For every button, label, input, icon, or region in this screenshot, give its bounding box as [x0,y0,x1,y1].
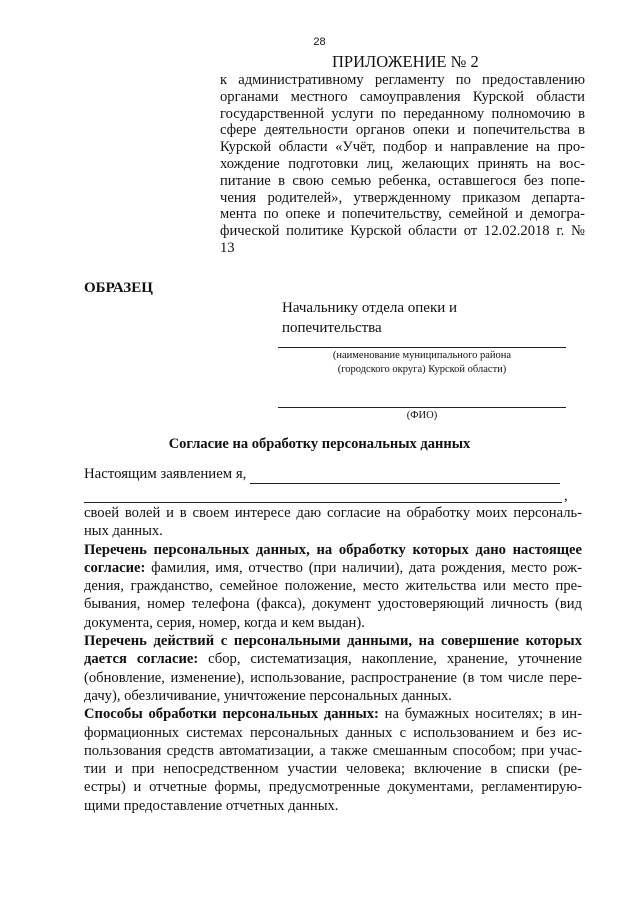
sample-label: ОБРАЗЕЦ [84,280,153,296]
municipality-caption-line-2: (городского округа) Курской области) [337,364,507,375]
appendix-line: фической политике Курской области от 12.02.2018 г. № [220,223,585,240]
section-heading: Перечень персональных данных, на обработку которых дано настоящее [84,541,582,558]
appendix-title: ПРИЛОЖЕНИЕ № 2 [332,52,479,71]
appendix-line: Курской области «Учёт, подбор и направление на про- [220,139,585,156]
consent-body [84,504,582,815]
body-line: (обновление, изменение), использование, распространение (в том числе пере- [84,669,582,686]
appendix-line: органами местного самоуправления Курской области [220,88,585,105]
section-heading: дается согласие: [84,651,199,668]
body-text: на бумажных носителях; в ин- [378,706,582,723]
body-line: дения, гражданство, семейное положение, место жительства или место пре- [84,578,582,595]
body-line: тии и при непосредственном участии человека; включение в списки (ре- [84,761,582,778]
body-line: дачу), обезличивание, уничтожение персональных данных. [84,687,452,704]
recipient-line-1: Начальнику отдела опеки и [282,300,458,316]
municipality-caption-line-1: (наименование муниципального района [332,350,512,361]
appendix-line: хождение подготовки лиц, желающих принять на вос- [220,155,585,172]
body-text: сбор, систематизация, накопление, хранение, уточнение [198,651,582,668]
municipality-caption [278,349,566,377]
name-underline[interactable] [250,483,560,484]
municipality-underline[interactable] [278,347,566,348]
body-line [84,705,582,723]
appendix-line: 13 [220,239,235,256]
body-line: щими предоставление отчетных данных. [84,797,339,814]
body-line: пользования средств автоматизации, а также смешанным способом; при учас- [84,742,582,759]
appendix-text [220,72,585,257]
appendix-line: государственной услуги по переданному полномочию в [220,105,585,122]
body-line [84,650,582,668]
section-heading: согласие: [84,559,146,576]
body-line: естры) и отчетные формы, предусмотренные документами, регламентирую- [84,779,582,796]
appendix-line: сфере деятельности органов опеки и попечительства в [220,122,585,139]
body-line: своей волей и в своем интересе даю согласие на обработку моих персональ- [84,505,582,521]
body-line [84,559,582,577]
appendix-line: чения родителей», утвержденному приказом департа- [220,189,585,206]
body-line: формационных системах персональных данных с использованием и без ис- [84,724,582,741]
intro-label: Настоящим заявлением я, [84,466,247,482]
appendix-line: к административному регламенту по предоставлению [220,72,585,88]
document-title: Согласие на обработку персональных данных [168,436,471,452]
recipient-line-2: попечительства [282,320,382,336]
appendix-line: питание в свою семью ребенка, оставшегося без попе- [220,172,585,189]
fio-caption: (ФИО) [406,410,438,421]
body-text: фамилия, имя, отчество (при наличии), дата рождения, место рож- [145,559,582,576]
section-heading: Перечень действий с персональными данными, на совершение которых [84,633,582,650]
page-number: 28 [313,36,326,48]
body-line: документа, серия, номер, когда и кем выдан). [84,614,365,631]
recipient-block [282,298,457,338]
appendix-line: мента по опеке и попечительству, семейной и демогра- [220,206,585,223]
body-line: ных данных. [84,523,163,540]
body-line: бывания, номер телефона (факса), документ удостоверяющий личность (вид [84,596,582,613]
name-underline-2[interactable] [84,502,562,503]
intro-comma: , [564,488,568,504]
fio-underline[interactable] [278,407,566,408]
section-heading: Способы обработки персональных данных: [84,706,379,723]
